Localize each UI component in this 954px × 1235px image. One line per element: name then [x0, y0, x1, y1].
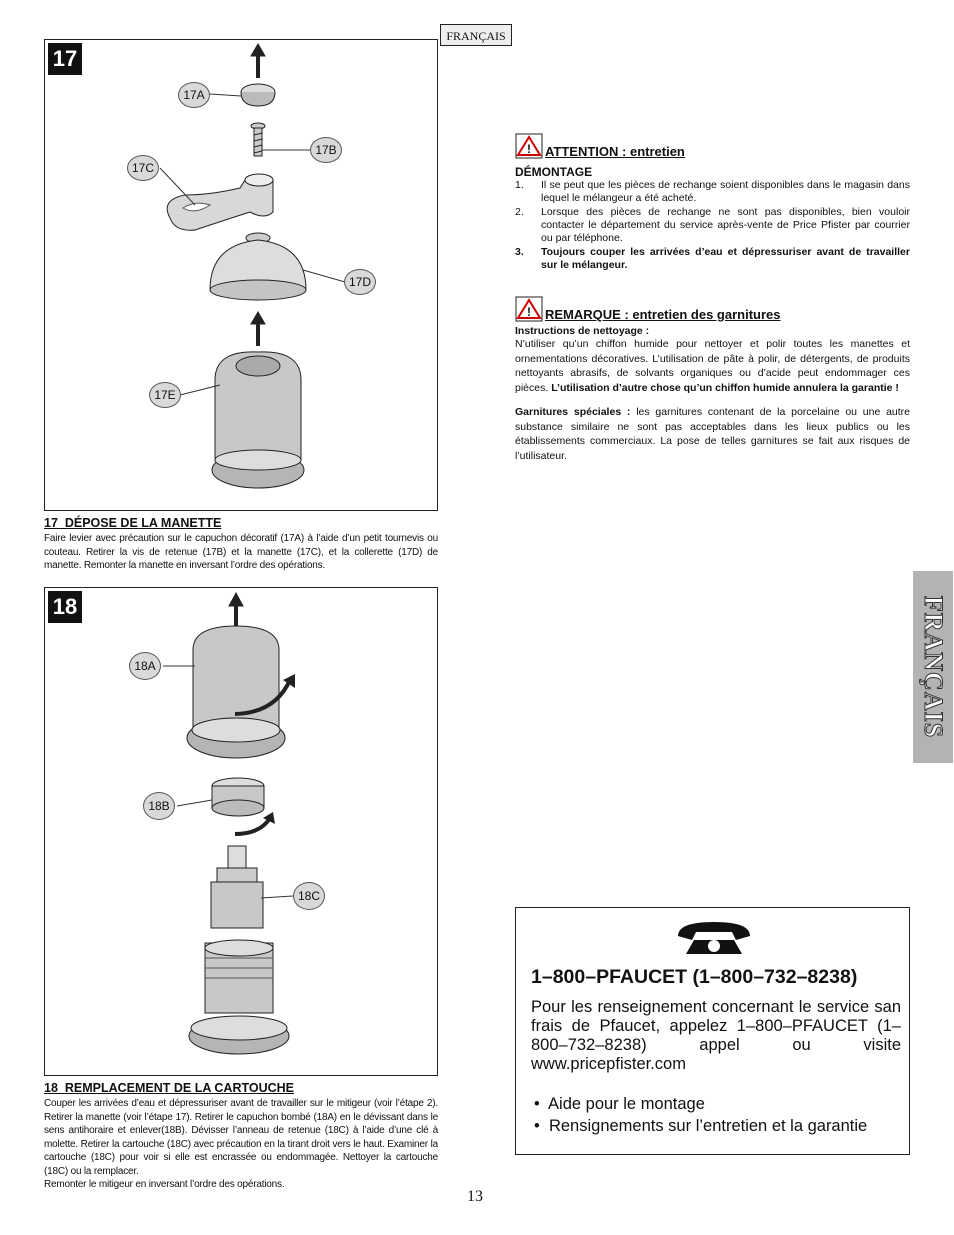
figure-18 — [44, 587, 438, 1076]
side-language-label: FRANÇAIS — [919, 595, 948, 739]
step-18-text — [44, 1097, 438, 1192]
arrow-up-icon — [251, 44, 265, 78]
callout-17b: 17B — [310, 137, 342, 163]
figure-18-illustration — [45, 588, 437, 1075]
telephone-icon — [674, 918, 754, 958]
side-language-tab — [913, 571, 953, 763]
phone-number-heading: 1–800–PFAUCET (1–800–732–8238) — [531, 966, 858, 988]
step-18-title: 18 REMPLACEMENT DE LA CARTOUCHE — [44, 1081, 295, 1095]
page-number: 13 — [467, 1188, 483, 1205]
attention-item — [515, 246, 910, 272]
remarque-subheading: Instructions de nettoyage : — [515, 325, 650, 337]
callout-18a: 18A — [129, 652, 161, 680]
step-18-reassembly: Remonter le mitigeur en inversant l’ordre des opérations. — [44, 1179, 285, 1190]
attention-subheading: DÉMONTAGE — [515, 165, 593, 179]
phone-bullet: • Rensignements sur l’entretien et la garantie — [534, 1117, 868, 1135]
attention-item-number: 3. — [515, 246, 524, 258]
attention-heading: ATTENTION : entretien — [545, 144, 685, 159]
remarque-heading: REMARQUE : entretien des garnitures — [545, 307, 781, 322]
callout-17c: 17C — [127, 155, 159, 181]
rotate-arrow-icon — [235, 818, 270, 834]
remarque-paragraph: N’utiliser qu’un chiffon humide pour nettoyer et polir toutes les manettes et ornementations décoratives. L’utilisation de pâte à polir, de détergents, de produits nettoyants abrasifs, de solvants organiques ou d’acide peut endommager ces pièces. — [515, 338, 910, 394]
callout-18c: 18C — [293, 882, 325, 910]
phone-support-box — [515, 907, 910, 1155]
step-17-title: 17 DÉPOSE DE LA MANETTE — [44, 516, 222, 530]
step-17-text: Faire levier avec précaution sur le capuchon décoratif (17A) à l’aide d’un petit tournevis ou couteau. Retirer la vis de retenue (17B) et la manette (17C), et la collerette (17D) de manette. Remonter la manette en inversant l’ordre des opérations. — [44, 533, 438, 571]
figure-17-illustration — [45, 40, 437, 510]
remarque-text — [515, 337, 910, 395]
figure-17 — [44, 39, 438, 511]
attention-item-text: Lorsque des pièces de rechange ne sont pas disponibles, bien vouloir contacter le département du service après-vente de Price Pfister par courrier ou par téléphone. — [541, 206, 910, 244]
language-tag: FRANÇAIS — [440, 24, 512, 46]
phone-bullet: • Aide pour le montage — [534, 1095, 705, 1113]
warning-icon — [515, 296, 543, 322]
callout-17e: 17E — [149, 382, 181, 408]
callout-17a: 17A — [178, 82, 210, 108]
phone-bullet-text: Rensignements sur l’entretien et la garantie — [548, 1117, 868, 1135]
special-garnitures-text: les garnitures contenant de la porcelaine ou une autre substance similaire ne sont pas acceptables dans les lieux publics ou les établissements commerciaux. La pose de telles garnitures se fait aux risques de l’utilisateur. — [515, 406, 911, 462]
attention-item — [515, 179, 910, 205]
step-18-paragraph: Couper les arrivées d’eau et dépressuriser avant de travailler sur le mitigeur (voir l’étape 2). Retirer la manette (voir l’étape 17). Retirer le capuchon bombé (18A) en le dévissant dans le sens antihoraire et enlever(18B). Dévisser l’anneau de retenue (18C) à l’aide d’une clé à molette. Retirer la cartouche (18C) avec précaution en la tirant droit vers le haut. Examiner la cartouche (18C) pour voir si elle est encrassée ou endommagée. Nettoyer la cartouche (18C) ou la remplacer. — [44, 1098, 438, 1177]
remarque-warning: L’utilisation d’autre chose qu’un chiffon humide annulera la garantie ! — [551, 381, 899, 394]
figure-18-number: 18 — [48, 591, 82, 623]
phone-description: Pour les renseignement concernant le service san frais de Pfaucet, appelez 1–800–PFAUCET (1–800–732–8238) appel ou visite www.pricepfister.com — [531, 998, 901, 1073]
attention-item-number: 2. — [515, 206, 524, 218]
warning-icon — [515, 133, 543, 159]
attention-section — [515, 133, 910, 272]
attention-item-number: 1. — [515, 179, 524, 191]
svg-text:!: ! — [527, 305, 531, 319]
phone-bullet-text: Aide pour le montage — [548, 1095, 705, 1113]
svg-text:!: ! — [527, 142, 531, 156]
remarque-section — [515, 296, 910, 463]
attention-item-text: Toujours couper les arrivées d’eau et dépressuriser avant de travailler sur le mélangeur. — [541, 246, 910, 271]
callout-17d: 17D — [344, 269, 376, 295]
arrow-up-icon — [251, 312, 265, 346]
attention-item — [515, 206, 910, 245]
figure-17-number: 17 — [48, 43, 82, 75]
callout-18b: 18B — [143, 792, 175, 820]
special-garnitures — [515, 405, 910, 463]
attention-item-text: Il se peut que les pièces de rechange soient disponibles dans le magasin dans lequel le mélangeur a été acheté. — [541, 179, 910, 204]
special-garnitures-label: Garnitures spéciales : — [515, 406, 631, 418]
